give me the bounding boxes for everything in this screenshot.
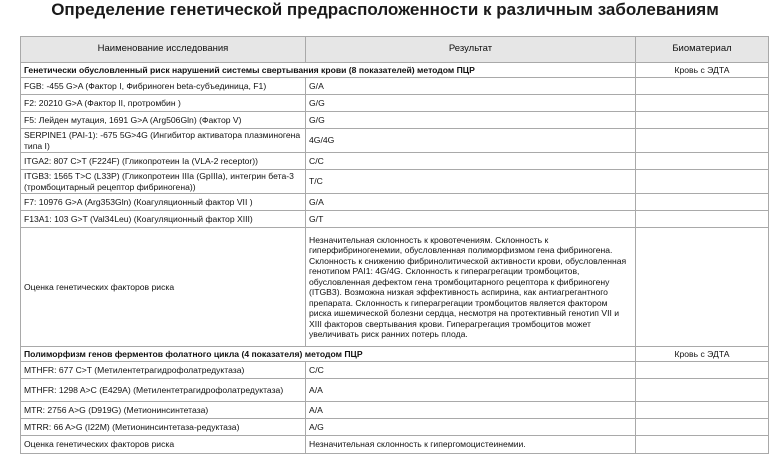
test-bio — [636, 194, 769, 211]
test-name: ITGA2: 807 C>T (F224F) (Гликопротеин Ia (VLA-2 receptor)) — [21, 153, 306, 170]
section-row — [21, 63, 769, 78]
page-title: Определение генетической предрасположенности к различным заболеваниям — [51, 0, 719, 19]
summary-bio — [636, 228, 769, 347]
section-bio: Кровь с ЭДТА — [636, 63, 769, 78]
table-row — [21, 78, 769, 95]
summary-row — [21, 228, 769, 347]
test-result: C/C — [306, 153, 636, 170]
summary-result: Незначительная склонность к кровотечениям. Склонность к гиперфибриногенемии, обусловленная полиморфизмом гена фибриногена. Склонность к снижению фибринолитической активности крови, обусловленная генотипом PAI1: 4G/4G. Склонность к гиперагрегации тромбоцитов, обусловленная дефектом гена тромбоцитарного рецептора к фибриногену (ITGB3). Возможна низкая эффективность аспирина, как антиагрегантного препарата. Склонность к гиперагрегации тромбоцитов является фактором риска ишемической болезни сердца, несмотря на протективный генотип VII и XIII факторов свертывания крови. Гиперагрегация тромбоцитов может увеличивать риск ранних потерь плода. — [306, 228, 636, 347]
test-bio — [636, 362, 769, 379]
test-name: MTRR: 66 A>G (I22M) (Метионинсинтетаза-редуктаза) — [21, 419, 306, 436]
table-row — [21, 95, 769, 112]
test-result: G/A — [306, 78, 636, 95]
test-result: G/T — [306, 211, 636, 228]
test-result: G/G — [306, 95, 636, 112]
test-bio — [636, 211, 769, 228]
test-result: A/A — [306, 402, 636, 419]
test-name: ITGB3: 1565 T>C (L33P) (Гликопротеин IIIa (GpIIIa), интегрин бета-3 (тромбоцитарный рецептор фибриногена)) — [21, 170, 306, 194]
test-name: F2: 20210 G>A (Фактор II, протромбин ) — [21, 95, 306, 112]
test-result: T/C — [306, 170, 636, 194]
test-result: 4G/4G — [306, 129, 636, 153]
test-result: G/A — [306, 194, 636, 211]
test-bio — [636, 170, 769, 194]
test-result: A/A — [306, 379, 636, 402]
summary-name: Оценка генетических факторов риска — [21, 436, 306, 454]
test-bio — [636, 129, 769, 153]
table-row — [21, 362, 769, 379]
test-bio — [636, 402, 769, 419]
table-row — [21, 419, 769, 436]
test-name: MTHFR: 1298 A>C (E429A) (Метилентетрагидрофолатредуктаза) — [21, 379, 306, 402]
table-row — [21, 112, 769, 129]
test-bio — [636, 78, 769, 95]
test-name: F5: Лейден мутация, 1691 G>A (Arg506Gln) (Фактор V) — [21, 112, 306, 129]
header-row — [21, 37, 769, 63]
header-result: Результат — [306, 37, 636, 63]
test-bio — [636, 379, 769, 402]
table-row — [21, 211, 769, 228]
section-title: Генетически обусловленный риск нарушений системы свертывания крови (8 показателей) методом ПЦР — [21, 63, 636, 78]
header-bio: Биоматериал — [636, 37, 769, 63]
table-row — [21, 153, 769, 170]
test-name: MTR: 2756 A>G (D919G) (Метионинсинтетаза) — [21, 402, 306, 419]
results-table — [20, 36, 769, 454]
table-row — [21, 129, 769, 153]
summary-result: Незначительная склонность к гипергомоцистеинемии. — [306, 436, 636, 454]
table-row — [21, 379, 769, 402]
table-row — [21, 170, 769, 194]
section-row — [21, 347, 769, 362]
test-name: FGB: -455 G>A (Фактор I, Фибриноген beta-субъединица, F1) — [21, 78, 306, 95]
header-name: Наименование исследования — [21, 37, 306, 63]
test-result: C/C — [306, 362, 636, 379]
test-name: SERPINE1 (PAI-1): -675 5G>4G (Ингибитор активатора плазминогена типа I) — [21, 129, 306, 153]
section-title: Полиморфизм генов ферментов фолатного цикла (4 показателя) методом ПЦР — [21, 347, 636, 362]
test-name: MTHFR: 677 C>T (Метилентетрагидрофолатредуктаза) — [21, 362, 306, 379]
summary-row — [21, 436, 769, 454]
table-row — [21, 194, 769, 211]
summary-name: Оценка генетических факторов риска — [21, 228, 306, 347]
test-bio — [636, 153, 769, 170]
test-bio — [636, 112, 769, 129]
test-bio — [636, 95, 769, 112]
test-name: F7: 10976 G>A (Arg353Gln) (Коагуляционный фактор VII ) — [21, 194, 306, 211]
test-result: A/G — [306, 419, 636, 436]
section-bio: Кровь с ЭДТА — [636, 347, 769, 362]
test-name: F13A1: 103 G>T (Val34Leu) (Коагуляционный фактор XIII) — [21, 211, 306, 228]
test-result: G/G — [306, 112, 636, 129]
summary-bio — [636, 436, 769, 454]
table-row — [21, 402, 769, 419]
test-bio — [636, 419, 769, 436]
